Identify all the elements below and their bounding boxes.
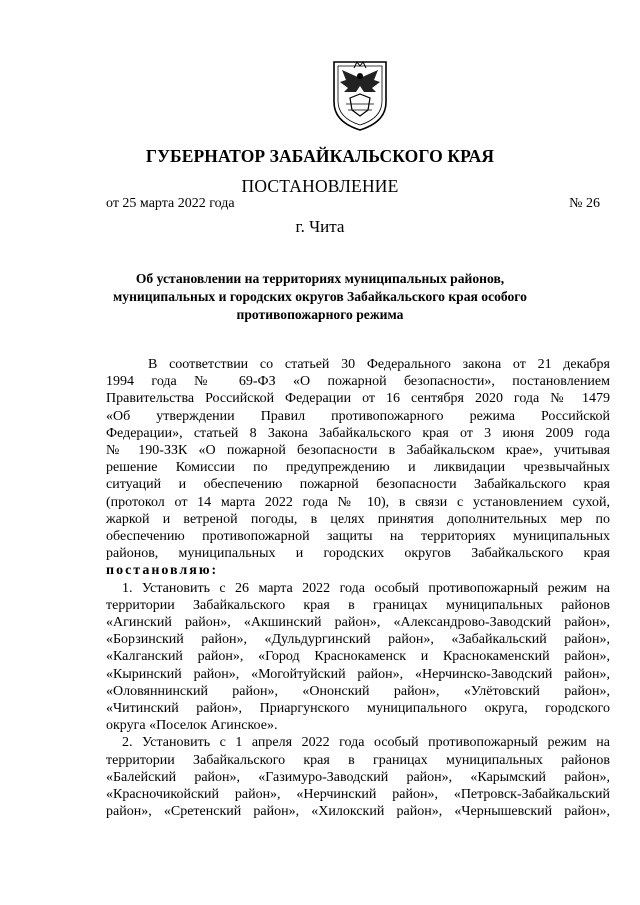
text-line: Федерации», статьей 8 Закона Забайкальского края от 3 июня 2009 года [106,425,610,441]
text-line: район», «Сретенский район», «Хилокский район», «Чернышевский район», [106,804,610,820]
title-line: Об установлении на территориях муниципальных районов, [135,271,505,286]
title-line: муниципальных и городских округов Забайкальского края особого [113,289,527,304]
text-line: 1. Установить с 26 марта 2022 года особый противопожарный режим на [122,580,610,596]
document-type: ПОСТАНОВЛЕНИЕ [241,176,399,196]
text-line: решение Комиссии по предупреждению и ликвидации чрезвычайных [106,460,610,476]
text-line: «Калганский район», «Город Краснокаменск и Краснокаменский район», [106,649,610,665]
text-line: территории Забайкальского края в границах муниципальных районов [106,752,610,768]
text-line: «Оловяннинский район», «Ононский район», «Улётовский район», [106,683,610,699]
decree-word: постановляю: [106,563,219,579]
text-line: № 190-ЗЗК «О пожарной безопасности в Забайкальском крае», учитывая [106,443,610,459]
document-date: от 25 марта 2022 года [106,196,235,211]
text-line: районов, муниципальных и городских округов Забайкальского края [106,546,610,562]
text-line: округа «Поселок Агинское». [106,718,278,734]
text-line: «Агинский район», «Акшинский район», «Александрово-Заводский район», [106,615,610,631]
text-line: территории Забайкальского края в границах муниципальных районов [106,597,610,613]
text-line: 1994 года № 69-ФЗ «О пожарной безопасности», постановлением [106,374,610,390]
text-line: Правительства Российской Федерации от 16 сентября 2020 года № 1479 [106,391,610,407]
text-line: «Красночикойский район», «Нерчинский район», «Петровск-Забайкальский [106,787,610,803]
text-line: В соответствии со статьей 30 Федерального закона от 21 декабря [148,357,610,372]
text-line: (протокол от 14 марта 2022 года № 10), в связи с установлением сухой, [106,494,610,510]
text-line: «Читинский район», Приаргунского муниципального округа, городского [106,701,610,717]
text-line: 2. Установить с 1 апреля 2022 года особый противопожарный режим на [122,735,610,751]
text-line: обеспечению противопожарной защиты на территориях муниципальных [106,529,610,545]
text-line: «Борзинский район», «Дульдургинский район», «Забайкальский район», [106,632,610,648]
issuer-heading: ГУБЕРНАТОР ЗАБАЙКАЛЬСКОГО КРАЯ [145,146,495,166]
title-line: противопожарного режима [236,307,404,322]
text-line: «Кыринский район», «Могойтуйский район», «Нерчинско-Заводский район», [106,666,610,682]
text-line: жаркой и ветреной погоды, в целях принятия дополнительных мер по [106,511,610,527]
document-number: № 26 [569,196,600,211]
coat-of-arms-icon [330,58,390,132]
text-line: «Балейский район», «Газимуро-Заводский район», «Карымский район», [106,769,610,785]
document-city: г. Чита [295,217,345,236]
document-title [80,270,560,324]
preamble-paragraph [106,356,610,820]
text-line: ситуаций и обеспечению пожарной безопасности Забайкальского края [106,477,610,493]
text-line: «Об утверждении Правил противопожарного режима Российской [106,408,610,424]
